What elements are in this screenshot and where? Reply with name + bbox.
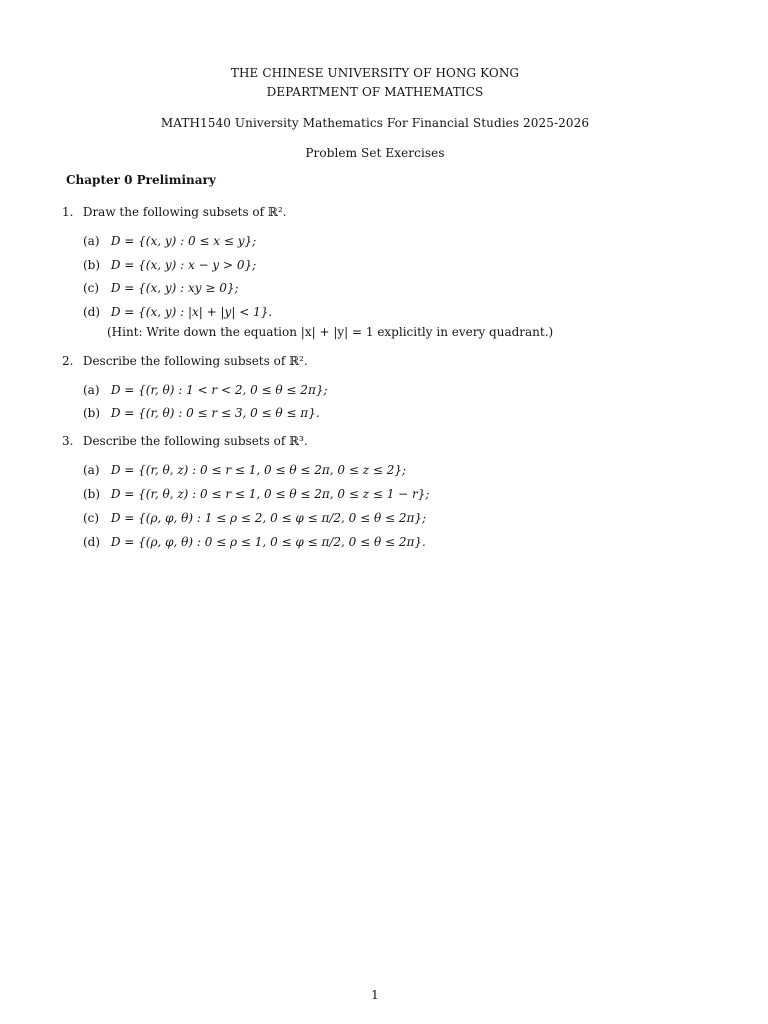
document-subtitle: Problem Set Exercises	[305, 146, 445, 160]
part-label: (b)	[83, 406, 101, 420]
question-number: 3.	[62, 434, 74, 448]
part-text: D = {(x, y) : xy ≥ 0};	[110, 281, 239, 295]
part-text: D = {(r, θ) : 1 < r < 2, 0 ≤ θ ≤ 2π};	[110, 383, 328, 397]
department-name: DEPARTMENT OF MATHEMATICS	[266, 85, 484, 99]
question-1-part-c	[83, 281, 239, 295]
question-1-hint: (Hint: Write down the equation |x| + |y| = 1 explicitly in every quadrant.)	[107, 325, 554, 339]
question-1	[62, 205, 287, 219]
question-3-part-a	[83, 463, 406, 477]
part-text: D = {(x, y) : 0 ≤ x ≤ y};	[110, 234, 257, 248]
question-1-part-a	[83, 234, 256, 248]
part-label: (a)	[83, 383, 100, 397]
question-3	[62, 434, 308, 448]
question-3-part-d	[83, 535, 426, 549]
question-2-part-b	[83, 406, 320, 420]
question-1-part-b	[83, 258, 256, 272]
question-text: Draw the following subsets of ℝ².	[82, 205, 287, 219]
chapter-heading: Chapter 0 Preliminary	[66, 173, 216, 187]
part-label: (d)	[83, 305, 101, 319]
part-label: (a)	[83, 234, 100, 248]
part-text: D = {(r, θ, z) : 0 ≤ r ≤ 1, 0 ≤ θ ≤ 2π, 0 ≤ z ≤ 2};	[110, 463, 407, 477]
question-2	[62, 354, 308, 368]
part-text: D = {(r, θ) : 0 ≤ r ≤ 3, 0 ≤ θ ≤ π}.	[110, 406, 320, 420]
question-number: 2.	[62, 354, 74, 368]
part-label: (a)	[83, 463, 100, 477]
question-text: Describe the following subsets of ℝ².	[82, 354, 308, 368]
question-number: 1.	[62, 205, 74, 219]
part-label: (d)	[83, 535, 101, 549]
part-label: (b)	[83, 258, 101, 272]
question-3-part-b	[83, 487, 429, 501]
course-title: MATH1540 University Mathematics For Financial Studies 2025-2026	[160, 116, 590, 130]
question-text: Describe the following subsets of ℝ³.	[82, 434, 308, 448]
question-1-part-d	[83, 305, 272, 319]
part-text: D = {(ρ, φ, θ) : 1 ≤ ρ ≤ 2, 0 ≤ φ ≤ π/2, 0 ≤ θ ≤ 2π};	[110, 511, 427, 525]
part-label: (b)	[83, 487, 101, 501]
question-2-part-a	[83, 383, 328, 397]
part-label: (c)	[83, 281, 100, 295]
part-text: D = {(x, y) : x − y > 0};	[110, 258, 257, 272]
part-label: (c)	[83, 511, 100, 525]
question-3-part-c	[83, 511, 426, 525]
part-text: D = {(ρ, φ, θ) : 0 ≤ ρ ≤ 1, 0 ≤ φ ≤ π/2, 0 ≤ θ ≤ 2π}.	[110, 535, 426, 549]
university-name: THE CHINESE UNIVERSITY OF HONG KONG	[230, 66, 520, 80]
page-number: 1	[371, 988, 379, 1002]
part-text: D = {(x, y) : |x| + |y| < 1}.	[110, 305, 273, 319]
part-text: D = {(r, θ, z) : 0 ≤ r ≤ 1, 0 ≤ θ ≤ 2π, 0 ≤ z ≤ 1 − r};	[110, 487, 430, 501]
